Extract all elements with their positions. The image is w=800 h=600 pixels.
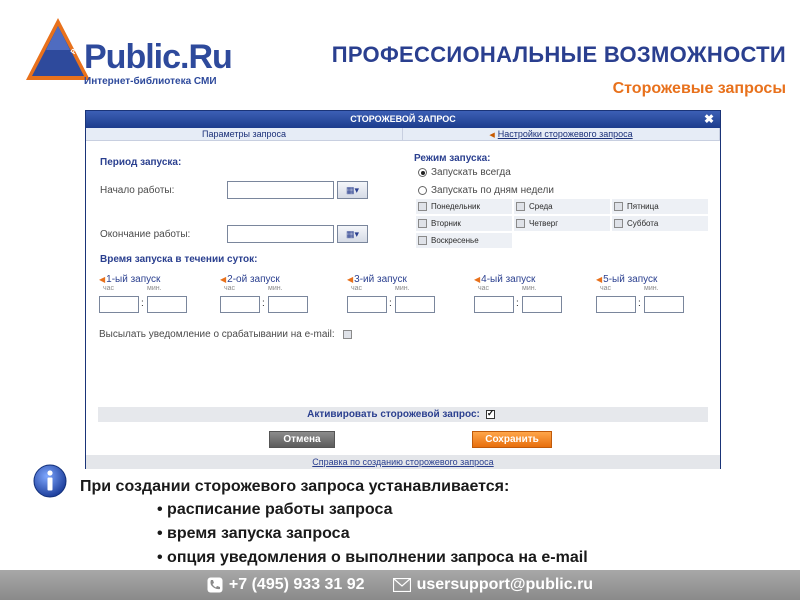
activate-row <box>98 407 708 422</box>
notify-email-row <box>99 329 356 340</box>
checkbox-icon <box>614 202 623 211</box>
end-calendar-icon[interactable]: ▦▾ <box>337 225 368 243</box>
checkbox-icon <box>516 202 525 211</box>
radio-run-by-weekdays[interactable]: Запускать по дням недели <box>418 185 554 196</box>
tab-query-params[interactable]: Параметры запроса <box>86 128 403 140</box>
footer-phone-text: +7 (495) 933 31 92 <box>228 576 365 593</box>
run-slot-label: 2-ой запуск <box>227 274 280 285</box>
day-thursday[interactable]: Четверг <box>514 216 610 231</box>
end-date-input[interactable] <box>227 225 334 243</box>
activate-checkbox[interactable] <box>486 410 495 419</box>
slide-subtitle: Сторожевые запросы <box>612 80 786 97</box>
caret-left-icon: ◀ <box>474 275 481 284</box>
tab-watch-settings[interactable]: ◀ Настройки сторожевого запроса <box>403 128 720 140</box>
hour-input[interactable] <box>347 296 387 313</box>
slide-title: ПРОФЕССИОНАЛЬНЫЕ ВОЗМОЖНОСТИ <box>331 42 786 67</box>
checkbox-icon <box>516 219 525 228</box>
dialog-titlebar <box>86 111 720 128</box>
dialog-tabs <box>86 128 720 141</box>
run-slot-label: 5-ый запуск <box>603 274 658 285</box>
close-icon[interactable]: ✖ <box>703 112 714 126</box>
run-slot-3: ◀3-ий запуск час мин. : <box>347 274 437 314</box>
mode-section-label: Режим запуска: <box>414 153 491 164</box>
caret-left-icon: ◀ <box>220 275 227 284</box>
day-wednesday[interactable]: Среда <box>514 199 610 214</box>
hour-input[interactable] <box>596 296 636 313</box>
checkbox-icon <box>614 219 623 228</box>
day-tuesday[interactable]: Вторник <box>416 216 512 231</box>
envelope-icon <box>393 578 411 592</box>
minute-input[interactable] <box>147 296 187 313</box>
minute-input[interactable] <box>268 296 308 313</box>
start-label: Начало работы: <box>100 185 175 196</box>
info-lead-text: При создании сторожевого запроса устанавливается: <box>80 478 510 495</box>
start-date-input[interactable] <box>227 181 334 199</box>
notify-email-checkbox[interactable] <box>343 330 352 339</box>
minute-input[interactable] <box>644 296 684 313</box>
info-bullet: • время запуска запроса <box>157 525 350 542</box>
minute-input[interactable] <box>522 296 562 313</box>
minute-input[interactable] <box>395 296 435 313</box>
info-icon <box>33 464 67 498</box>
logo-wordmark: Public.Ru <box>84 38 232 76</box>
footer-email[interactable] <box>393 576 594 594</box>
checkbox-icon <box>418 236 427 245</box>
run-slot-label: 4-ый запуск <box>481 274 536 285</box>
run-slot-label: 1-ый запуск <box>106 274 161 285</box>
radio-empty-icon <box>418 186 427 195</box>
logo-diagonal-text: Public.Ru <box>70 24 94 56</box>
activate-label: Активировать сторожевой запрос: <box>307 409 480 420</box>
caret-left-icon: ◀ <box>347 275 354 284</box>
day-sunday[interactable]: Воскресенье <box>416 233 512 248</box>
watch-query-dialog <box>85 110 721 469</box>
info-bullet: • расписание работы запроса <box>157 501 393 518</box>
hour-input[interactable] <box>99 296 139 313</box>
checkbox-icon <box>418 202 427 211</box>
caret-left-icon: ◀ <box>596 275 603 284</box>
radio-run-always[interactable]: Запускать всегда <box>418 167 511 178</box>
radio-selected-icon <box>418 168 427 177</box>
day-saturday[interactable]: Суббота <box>612 216 708 231</box>
runs-section-label: Время запуска в течении суток: <box>100 254 258 265</box>
end-label: Окончание работы: <box>100 229 191 240</box>
run-slot-1: ◀1-ый запуск час мин. : <box>99 274 189 314</box>
run-slot-label: 3-ий запуск <box>354 274 407 285</box>
checkbox-icon <box>418 219 427 228</box>
footer-phone <box>207 576 365 594</box>
dialog-title: СТОРОЖЕВОЙ ЗАПРОС <box>350 114 456 124</box>
publicru-logo <box>26 18 232 90</box>
phone-icon <box>207 577 223 593</box>
help-link[interactable]: Справка по созданию сторожевого запроса <box>86 455 720 469</box>
period-section-label: Период запуска: <box>100 157 182 168</box>
day-monday[interactable]: Понедельник <box>416 199 512 214</box>
info-bullet: • опция уведомления о выполнении запроса на e-mail <box>157 549 588 566</box>
run-slot-5: ◀5-ый запуск час мин. : <box>596 274 686 314</box>
footer-email-text: usersupport@public.ru <box>416 576 594 593</box>
run-slot-2: ◀2-ой запуск час мин. : <box>220 274 310 314</box>
tab-arrow-icon: ◀ <box>489 132 495 139</box>
cancel-button[interactable]: Отмена <box>269 431 335 448</box>
notify-email-label: Высылать уведомление о срабатывании на e-mail: <box>99 329 335 340</box>
save-button[interactable]: Сохранить <box>472 431 552 448</box>
hour-input[interactable] <box>474 296 514 313</box>
run-slot-4: ◀4-ый запуск час мин. : <box>474 274 564 314</box>
day-friday[interactable]: Пятница <box>612 199 708 214</box>
caret-left-icon: ◀ <box>99 275 106 284</box>
start-calendar-icon[interactable]: ▦▾ <box>337 181 368 199</box>
footer-contacts <box>0 570 800 600</box>
logo-tagline: Интернет-библиотека СМИ <box>84 76 217 87</box>
hour-input[interactable] <box>220 296 260 313</box>
